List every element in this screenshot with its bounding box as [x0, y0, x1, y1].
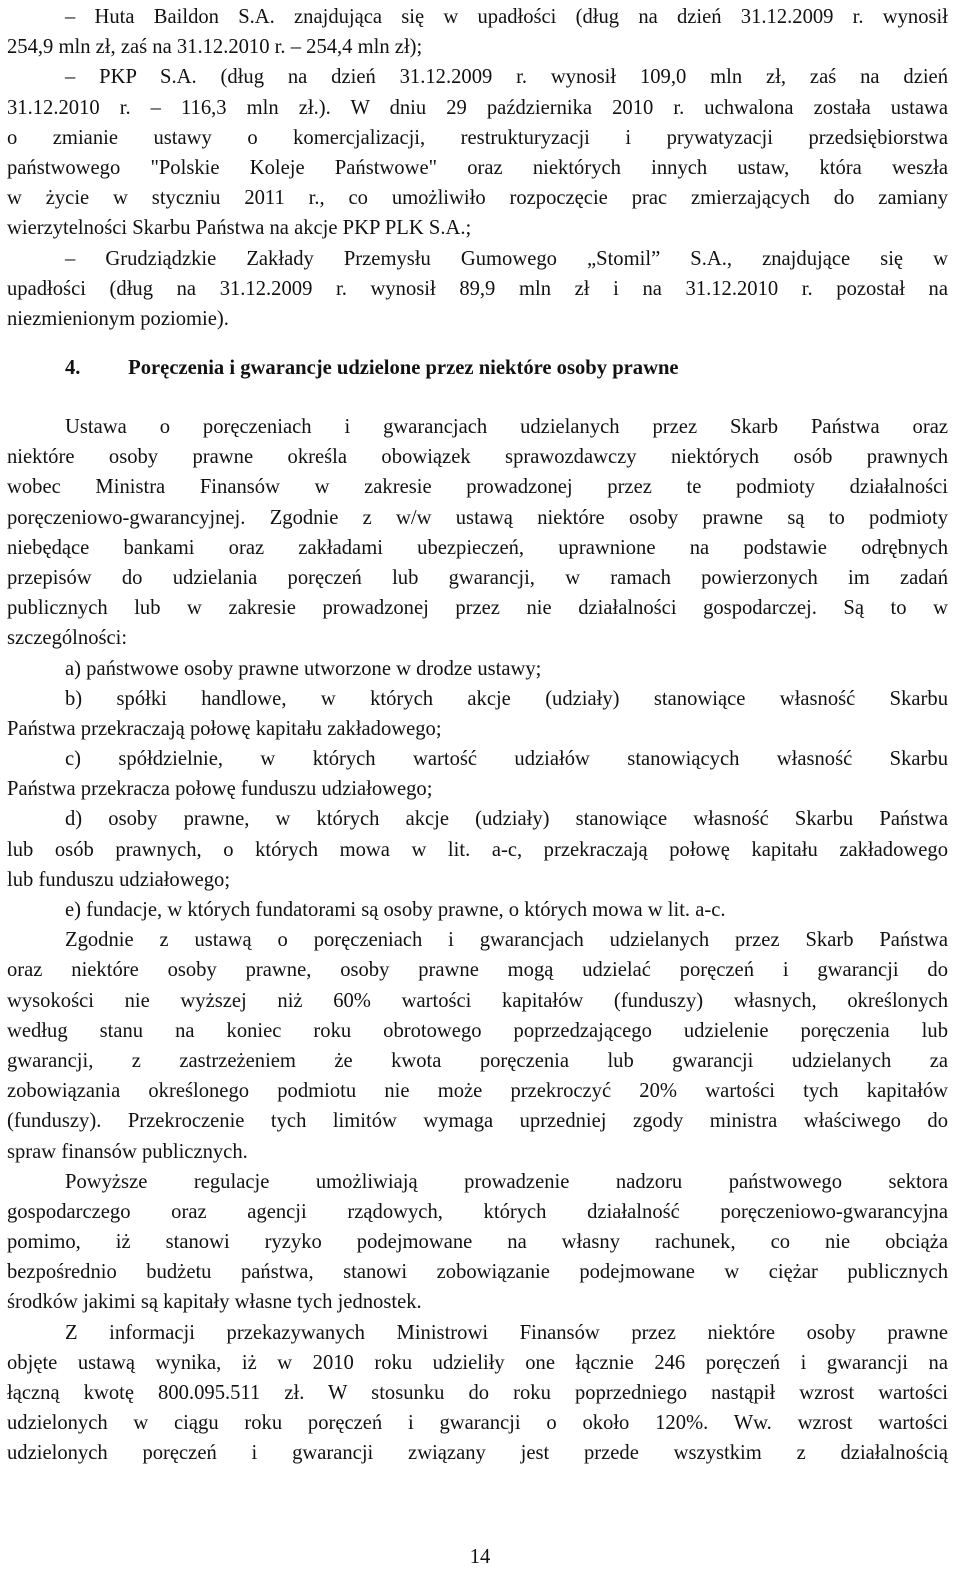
text-line: – Huta Baildon S.A. znajdująca się w upadłości (dług na dzień 31.12.2009 r. wynosił — [65, 6, 948, 28]
text-line: Powyższe regulacje umożliwiają prowadzenie nadzoru państwowego sektora — [65, 1170, 948, 1193]
text-line: niezmienionym poziomie). — [7, 307, 229, 330]
text-line: Z informacji przekazywanych Ministrowi Finansów przez niektóre osoby prawne — [65, 1321, 948, 1344]
text-line: Państwa przekracza połowę funduszu udziałowego; — [7, 778, 433, 801]
text-line: upadłości (dług na 31.12.2009 r. wynosił 89,9 mln zł i na 31.12.2010 r. pozostał na — [7, 277, 948, 300]
text-line: państwowego "Polskie Koleje Państwowe" oraz niektórych innych ustaw, która weszła — [7, 156, 948, 179]
text-line: udzielonych poręczeń i gwarancji związany jest przede wszystkim z działalnością — [7, 1442, 948, 1465]
body-section — [7, 412, 948, 1469]
intro-section — [7, 2, 948, 334]
text-line: lub funduszu udziałowego; — [7, 868, 231, 891]
text-line: lub osób prawnych, o których mowa w lit. a-c, przekraczają połowę kapitału zakładowego — [7, 838, 948, 861]
text-line: wierzytelności Skarbu Państwa na akcje PKP PLK S.A.; — [7, 217, 472, 240]
list-item: a) państwowe osoby prawne utworzone w drodze ustawy; — [65, 657, 542, 680]
text-line: gwarancji, z zastrzeżeniem że kwota poręczenia lub gwarancji udzielanych za — [7, 1049, 948, 1072]
text-line: Państwa przekraczają połowę kapitału zakładowego; — [7, 717, 442, 740]
list-item: d) osoby prawne, w których akcje (udziały) stanowiące własność Skarbu Państwa — [65, 808, 948, 831]
list-item: b) spółki handlowe, w których akcje (udziały) stanowiące własność Skarbu — [65, 687, 948, 710]
text-line: bezpośrednio budżetu państwa, stanowi zobowiązanie podejmowane w ciężar publicznych — [7, 1261, 948, 1284]
text-line: szczególności: — [7, 627, 128, 650]
text-line: pomimo, iż stanowi ryzyko podejmowane na własny rachunek, co nie obciąża — [7, 1231, 948, 1254]
text-line: wysokości nie wyższej niż 60% wartości kapitałów (funduszy) własnych, określonych — [7, 989, 948, 1012]
text-line: wobec Ministra Finansów w zakresie prowadzonej przez te podmioty działalności — [7, 476, 948, 499]
page-number: 14 — [469, 1546, 491, 1568]
text-line: – Grudziądzkie Zakłady Przemysłu Gumowego „Stomil” S.A., znajdujące się w — [65, 247, 948, 270]
text-line: w życie w styczniu 2011 r., co umożliwiło rozpoczęcie prac zmierzających do zamiany — [7, 187, 948, 210]
text-line: 31.12.2010 r. – 116,3 mln zł.). W dniu 29 października 2010 r. uchwalona została ustawa — [7, 96, 948, 119]
text-line: udzielonych w ciągu roku poręczeń i gwarancji o około 120%. Ww. wzrost wartości — [7, 1412, 948, 1435]
text-line: według stanu na koniec roku obrotowego poprzedzającego udzielenie poręczenia lub — [7, 1019, 948, 1042]
text-line: spraw finansów publicznych. — [7, 1140, 248, 1163]
text-line: łączną kwotę 800.095.511 zł. W stosunku do roku poprzedniego nastąpił wzrost wartości — [7, 1382, 948, 1404]
text-line: o zmianie ustawy o komercjalizacji, restrukturyzacji i prywatyzacji przedsiębiorstwa — [7, 126, 948, 149]
text-line: Ustawa o poręczeniach i gwarancjach udzielanych przez Skarb Państwa oraz — [65, 416, 948, 438]
text-line: Zgodnie z ustawą o poręczeniach i gwarancjach udzielanych przez Skarb Państwa — [65, 929, 948, 952]
text-line: środków jakimi są kapitały własne tych jednostek. — [7, 1291, 422, 1314]
text-line: 254,9 mln zł, zaś na 31.12.2010 r. – 254,4 mln zł); — [7, 36, 423, 59]
text-line: – PKP S.A. (dług na dzień 31.12.2009 r. wynosił 109,0 mln zł, zaś na dzień — [65, 66, 948, 89]
text-line: niektóre osoby prawne określa obowiązek sprawozdawczy niektórych osób prawnych — [7, 446, 948, 469]
text-line: niebędące bankami oraz zakładami ubezpieczeń, uprawnione na podstawie odrębnych — [7, 536, 948, 559]
text-line: (funduszy). Przekroczenie tych limitów wymaga uprzedniej zgody ministra właściwego do — [7, 1110, 948, 1133]
list-item: e) fundacje, w których fundatorami są osoby prawne, o których mowa w lit. a-c. — [65, 899, 726, 921]
text-line: oraz niektóre osoby prawne, osoby prawne mogą udzielać poręczeń i gwarancji do — [7, 959, 948, 982]
section-number: 4. — [65, 357, 81, 379]
text-line: przepisów do udzielania poręczeń lub gwarancji, w ramach powierzonych im zadań — [7, 566, 948, 589]
text-line: poręczeniowo-gwarancyjnej. Zgodnie z w/w ustawą niektóre osoby prawne są to podmioty — [7, 506, 948, 529]
text-line: gospodarczego oraz agencji rządowych, których działalność poręczeniowo-gwarancyjna — [7, 1200, 948, 1223]
section-title: Poręczenia i gwarancje udzielone przez niektóre osoby prawne — [128, 357, 679, 379]
section-heading — [7, 353, 948, 383]
list-item: c) spółdzielnie, w których wartość udziałów stanowiących własność Skarbu — [65, 748, 948, 771]
text-line: zobowiązania określonego podmiotu nie może przekroczyć 20% wartości tych kapitałów — [7, 1080, 948, 1103]
text-line: publicznych lub w zakresie prowadzonej przez nie działalności gospodarczej. Są to w — [7, 597, 948, 620]
text-line: objęte ustawą wynika, iż w 2010 roku udzieliły one łącznie 246 poręczeń i gwarancji na — [7, 1351, 948, 1374]
